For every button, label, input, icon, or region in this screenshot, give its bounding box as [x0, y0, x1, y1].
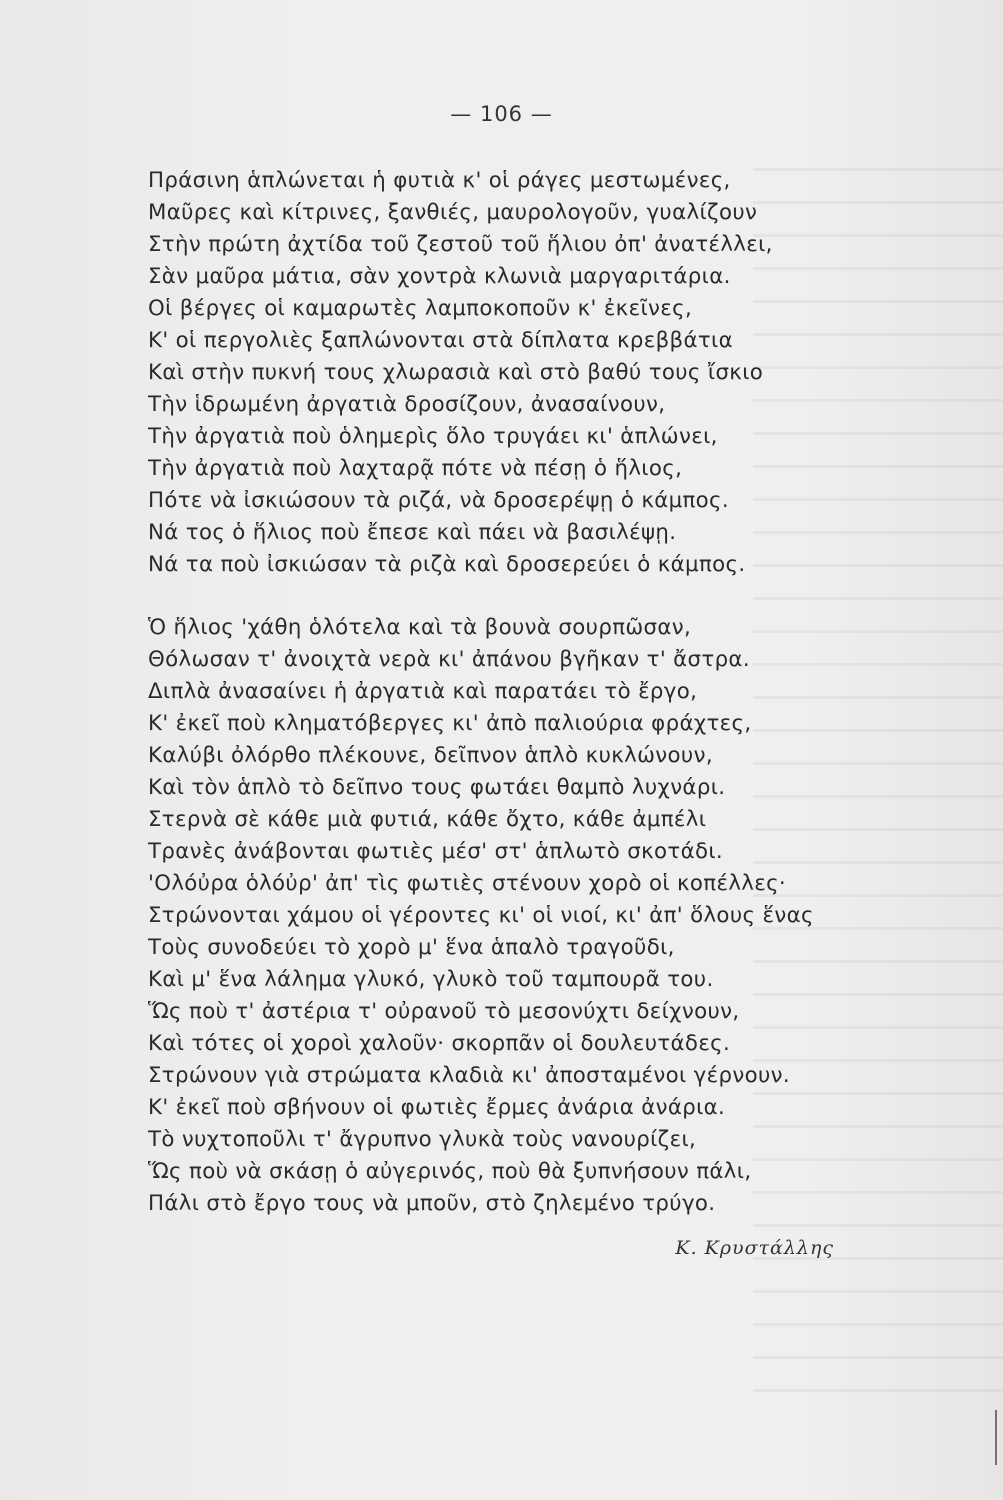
poem-line: Κ' ἐκεῖ ποὺ σβήνουν οἱ φωτιὲς ἔρμες ἀνάρια ἀνάρια. [148, 1095, 726, 1120]
poem [148, 165, 868, 1220]
poem-line: Μαῦρες καὶ κίτρινες, ξανθιές, μαυρολογοῦν, γυαλίζουν [148, 200, 758, 225]
poem-line: Ὥς ποὺ νὰ σκάσῃ ὁ αὐγερινός, ποὺ θὰ ξυπνήσουν πάλι, [148, 1159, 752, 1184]
poem-line: Καλύβι ὀλόρθο πλέκουνε, δεῖπνον ἁπλὸ κυκλώνουν, [148, 743, 713, 768]
poem-line: Οἱ βέργες οἱ καμαρωτὲς λαμποκοποῦν κ' ἐκεῖνες, [148, 296, 693, 321]
page-number: — 106 — [450, 102, 553, 126]
poem-line: Κ' ἐκεῖ ποὺ κληματόβεργες κι' ἀπὸ παλιούρια φράχτες, [148, 711, 752, 736]
poem-line: Καὶ τότες οἱ χοροὶ χαλοῦν· σκορπᾶν οἱ δουλευτάδες. [148, 1031, 731, 1056]
poem-line: Πάλι στὸ ἔργο τους νὰ μποῦν, στὸ ζηλεμένο τρύγο. [148, 1191, 716, 1216]
poem-line: Στρώνουν γιὰ στρώματα κλαδιὰ κι' ἀποσταμένοι γέρνουν. [148, 1063, 790, 1088]
poem-line: Πότε νὰ ἰσκιώσουν τὰ ριζά, νὰ δροσερέψῃ ὁ κάμπος. [148, 488, 730, 513]
poem-line: Ὥς ποὺ τ' ἀστέρια τ' οὐρανοῦ τὸ μεσονύχτι δείχνουν, [148, 999, 740, 1024]
poem-line: Νά τος ὁ ἥλιος ποὺ ἔπεσε καὶ πάει νὰ βασιλέψῃ. [148, 520, 677, 545]
poem-line: Τὴν ἱδρωμένη ἀργατιὰ δροσίζουν, ἀνασαίνουν, [148, 392, 666, 417]
poem-line: Καὶ στὴν πυκνή τους χλωρασιὰ καὶ στὸ βαθύ τους ἴσκιο [148, 360, 764, 385]
poem-line: Καὶ μ' ἕνα λάλημα γλυκό, γλυκὸ τοῦ ταμπουρᾶ του. [148, 967, 714, 992]
poem-line: Σὰν μαῦρα μάτια, σὰν χοντρὰ κλωνιὰ μαργαριτάρια. [148, 264, 731, 289]
poem-line: Θόλωσαν τ' ἀνοιχτὰ νερὰ κι' ἀπάνου βγῆκαν τ' ἄστρα. [148, 647, 750, 672]
poem-line: Τρανὲς ἀνάβονται φωτιὲς μέσ' στ' ἁπλωτὸ σκοτάδι. [148, 839, 724, 864]
stanza-1 [148, 165, 868, 581]
poem-line: Τὴν ἀργατιὰ ποὺ ὁλημερὶς ὅλο τρυγάει κι' ἁπλώνει, [148, 424, 718, 449]
poem-line: Τὴν ἀργατιὰ ποὺ λαχταρᾷ πότε νὰ πέσῃ ὁ ἥλιος, [148, 456, 683, 481]
poem-line: Ὁ ἥλιος 'χάθη ὁλότελα καὶ τὰ βουνὰ σουρπῶσαν, [148, 615, 692, 640]
poem-line: Τοὺς συνοδεύει τὸ χορὸ μ' ἕνα ἁπαλὸ τραγοῦδι, [148, 935, 675, 960]
author-signature: Κ. Κρυστάλλης [675, 1237, 834, 1259]
poem-line: Κ' οἱ περγολιὲς ξαπλώνονται στὰ δίπλατα κρεββάτια [148, 328, 733, 353]
stanza-gap [148, 581, 868, 612]
poem-line: Καὶ τὸν ἁπλὸ τὸ δεῖπνο τους φωτάει θαμπὸ λυχνάρι. [148, 775, 726, 800]
poem-line: Στερνὰ σὲ κάθε μιὰ φυτιά, κάθε ὄχτο, κάθε ἀμπέλι [148, 807, 707, 832]
poem-line: Νά τα ποὺ ἰσκιώσαν τὰ ριζὰ καὶ δροσερεύει ὁ κάμπος. [148, 552, 746, 577]
poem-line: Στρώνονται χάμου οἱ γέροντες κι' οἱ νιοί, κι' ἀπ' ὅλους ἕνας [148, 903, 814, 928]
poem-line: Στὴν πρώτη ἀχτίδα τοῦ ζεστοῦ τοῦ ἥλιου ὀπ' ἀνατέλλει, [148, 232, 773, 257]
poem-line: Πράσινη ἁπλώνεται ἡ φυτιὰ κ' οἱ ράγες μεστωμένες, [148, 168, 731, 193]
poem-line: Τὸ νυχτοποῦλι τ' ἄγρυπνο γλυκὰ τοὺς νανουρίζει, [148, 1127, 697, 1152]
page-edge-mark [995, 1410, 997, 1465]
poem-line: 'Ολόὐρα ὁλόὐρ' ἀπ' τὶς φωτιὲς στένουν χορὸ οἱ κοπέλλες· [148, 871, 787, 896]
stanza-2 [148, 612, 868, 1220]
poem-line: Διπλὰ ἀνασαίνει ἡ ἀργατιὰ καὶ παρατάει τὸ ἔργο, [148, 679, 698, 704]
